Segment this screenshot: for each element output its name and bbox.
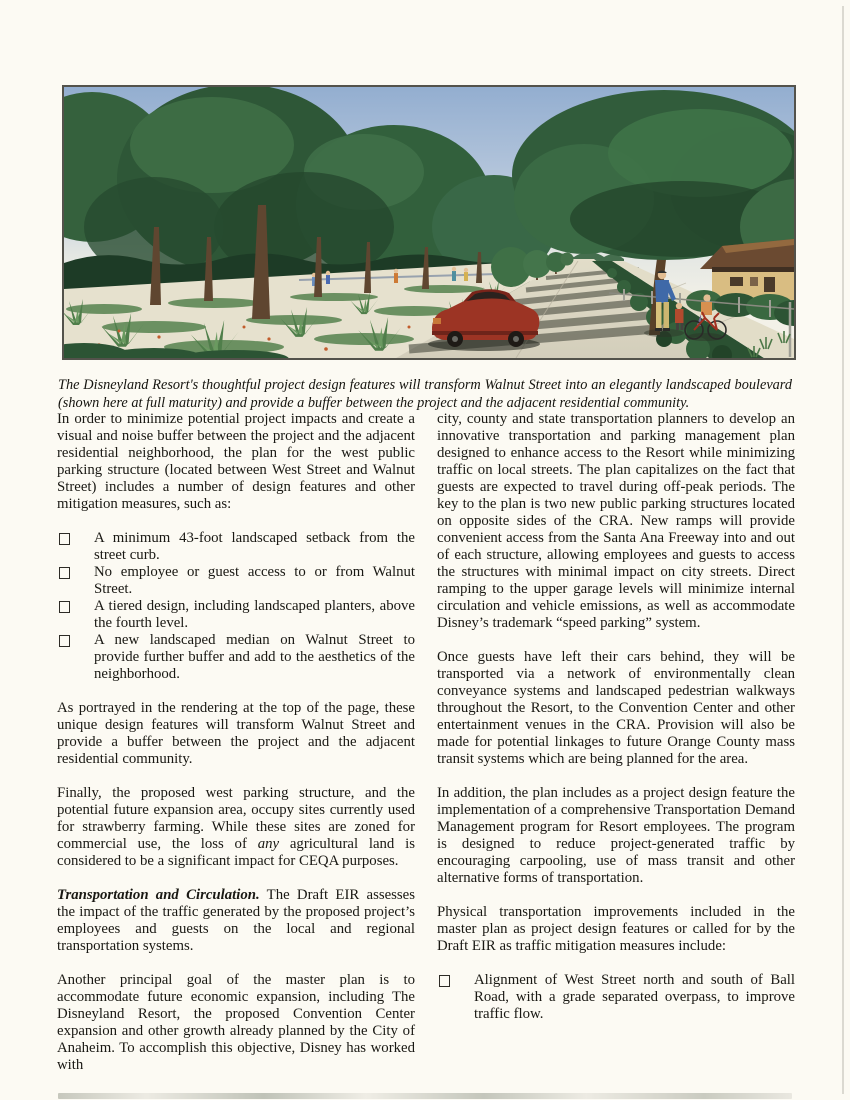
paragraph [57,785,415,870]
list-item [57,598,415,632]
paragraph: In order to minimize potential project impacts and create a visual and noise buffer between the project and the adjacent residential neighborhood, the plan for the west public parking structure (located between West Street and Walnut Street) includes a number of design features and other mitigation measures, such as: [57,411,415,512]
paragraph-text: Finally, the proposed west parking structure, and the potential future expansion area, occupy sites currently used for strawberry farming. While these sites are zoned for commercial use, the loss of [57,785,415,852]
checkbox-bullet-icon [57,598,94,632]
checkbox-bullet-icon [57,632,94,683]
paragraph: city, county and state transportation planners to develop an innovative transportation and parking management plan designed to enhance access to the Resort while minimizing traffic on local streets. The plan capitalizes on the fact that guests are expected to travel during off-peak periods. The key to the plan is two new public parking structures located on opposite sides of the CRA. New ramps will provide convenient access from the Santa Ana Freeway into and out of each structure, allowing employees and guests to access the structures with minimal impact on city streets. Direct ramping to the upper garage levels will minimize internal circulation and vehicle emissions, as well as accommodate Disney’s trademark “speed parking” system. [437,411,795,631]
list-item-text: A new landscaped median on Walnut Street to provide further buffer and add to the aesthetics of the neighborhood. [94,632,415,682]
section-lead-transportation: Transportation and Circulation. [57,887,260,903]
paragraph: Physical transportation improvements included in the master plan as project design features or called for by the Draft EIR as traffic mitigation measures include: [437,904,795,954]
list-item-text: No employee or guest access to or from Walnut Street. [94,564,415,597]
boulevard-rendering-illustration [62,85,796,360]
list-item-text: A minimum 43-foot landscaped setback from the street curb. [94,530,415,563]
boulevard-rendering-art [64,87,794,358]
paragraph: In addition, the plan includes as a project design feature the implementation of a comprehensive Transportation Demand Management program for Resort employees. The program is designed to reduce project-generated traffic by encouraging carpooling, use of mass transit and other alternative forms of transportation. [437,785,795,886]
paragraph: As portrayed in the rendering at the top of the page, these unique design features will transform Walnut Street and provide a buffer between the project and the adjacent residential community. [57,700,415,767]
paragraph-text: agricultural land is considered to be a significant impact for CEQA purposes. [57,836,416,869]
left-text-column [57,411,415,1091]
mitigation-measures-list [437,972,795,1023]
list-item [437,972,795,1023]
design-features-list [57,530,415,683]
checkbox-bullet-icon [57,530,94,564]
page-edge-artifact-right [842,6,844,1094]
paragraph-text: The Draft EIR assesses the impact of the traffic generated by the proposed project’s employees and guests on the local and regional transportation systems. [57,887,415,954]
illustration-caption: The Disneyland Resort's thoughtful project design features will transform Walnut Street into an elegantly landscaped boulevard (shown here at full maturity) and provide a buffer between the project and the adjacent residential community. [58,377,792,412]
checkbox-bullet-icon [437,972,474,1023]
paragraph [57,887,415,955]
page-edge-artifact-bottom [58,1093,792,1099]
list-item-text: A tiered design, including landscaped planters, above the fourth level. [94,598,415,631]
paragraph: Another principal goal of the master plan is to accommodate future economic expansion, including The Disneyland Resort, the proposed Convention Center expansion and other growth already planned by the City of Anaheim. To accomplish this objective, Disney has worked with [57,972,415,1073]
right-text-column [437,411,795,1040]
list-item [57,530,415,564]
emphasis-any: any [257,836,280,852]
paragraph: Once guests have left their cars behind, they will be transported via a network of environmentally clean conveyance systems and landscaped pedestrian walkways throughout the Resort, to the Convention Center and other entertainment venues in the CRA. Provision will also be made for potential linkages to future Orange County mass transit systems which are being planned for the area. [437,649,795,767]
list-item-text: Alignment of West Street north and south of Ball Road, with a grade separated overpass, to improve traffic flow. [474,972,795,1022]
list-item [57,632,415,683]
list-item [57,564,415,598]
checkbox-bullet-icon [57,564,94,598]
